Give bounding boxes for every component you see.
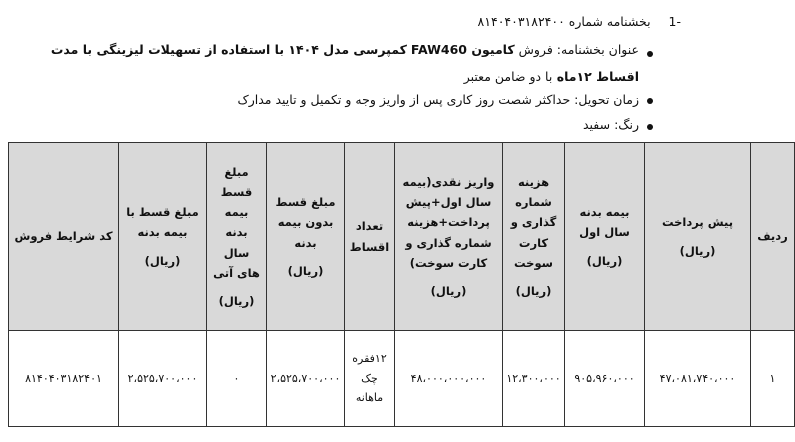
color-line: رنگ: سفید xyxy=(582,117,639,132)
header-line: مبلغ قسط xyxy=(275,195,336,210)
subject-label: عنوان بخشنامه: xyxy=(556,42,639,57)
bullet-icon xyxy=(647,124,653,130)
header-line: کد شرایط فروش xyxy=(14,229,113,244)
header-line: کارت سوخت) xyxy=(409,255,488,270)
heading-text: بخشنامه شماره ۸۱۴۰۴۰۳۱۸۲۴۰۰ xyxy=(477,14,651,29)
column-header-5 xyxy=(345,143,395,331)
cell-installments xyxy=(345,331,395,427)
subject-rest: کمپرسی مدل ۱۴۰۴ با استفاده از تسهیلات لیزینگی با مدت xyxy=(50,42,407,57)
table-row xyxy=(9,331,795,427)
header-line: سال xyxy=(223,245,250,260)
header-line: بیمه xyxy=(224,205,249,220)
header-unit: (ریال) xyxy=(679,243,716,258)
bullet-icon xyxy=(647,51,653,57)
cell-insurance-future-years: ۰ xyxy=(207,331,267,427)
header-line: گذاری و xyxy=(510,215,557,230)
cell-installment-no-insurance: ۲،۵۲۵،۷۰۰،۰۰۰ xyxy=(267,331,345,427)
header-line: بدون بیمه xyxy=(277,215,334,230)
cell-prepayment: ۴۷،۰۸۱،۷۴۰،۰۰۰ xyxy=(645,331,751,427)
sales-terms-table xyxy=(8,142,795,427)
subject-line2-rest: با دو ضامن معتبر xyxy=(463,69,553,84)
header-unit: (ریال) xyxy=(287,263,324,278)
header-line: بیمه بدنه xyxy=(579,205,630,220)
header-unit: (ریال) xyxy=(586,253,623,268)
cell-insurance-first-year: ۹۰۵،۹۶۰،۰۰۰ xyxy=(565,331,645,427)
header-line: واریز نقدی(بیمه xyxy=(402,175,495,190)
subject-line2: اقساط ۱۲ماه xyxy=(556,69,639,84)
column-header-2 xyxy=(565,143,645,331)
header-line: ردیف xyxy=(757,229,788,244)
header-line: کارت xyxy=(518,235,549,250)
subject-line xyxy=(51,42,639,57)
header-line: قسط xyxy=(220,185,253,200)
subject-bold: کامیون FAW460 xyxy=(410,42,515,57)
installments-line-2: چک xyxy=(361,371,378,385)
column-header-4 xyxy=(395,143,503,331)
header-line: مبلغ xyxy=(224,165,249,180)
bullet-icon xyxy=(647,98,653,104)
header-unit: (ریال) xyxy=(144,253,181,268)
subject-line-2 xyxy=(464,69,639,84)
header-line: شماره گذاری و xyxy=(405,235,492,250)
header-line: پیش پرداخت xyxy=(661,215,734,230)
column-header-9 xyxy=(9,143,119,331)
delivery-line: زمان تحویل: حداکثر شصت روز کاری پس از واریز وجه و تکمیل و تایید مدارک xyxy=(237,92,639,107)
column-header-8 xyxy=(119,143,207,331)
header-line: تعداد xyxy=(355,219,384,234)
cell-plate-fuel-card: ۱۲،۳۰۰،۰۰۰ xyxy=(503,331,565,427)
header-line: شماره xyxy=(515,195,552,210)
circular-heading xyxy=(478,14,681,29)
installments-line-3: ماهانه xyxy=(355,391,384,405)
table-header-row xyxy=(9,143,795,331)
column-header-3 xyxy=(503,143,565,331)
header-unit: (ریال) xyxy=(515,283,552,298)
column-header-1 xyxy=(645,143,751,331)
column-header-7 xyxy=(207,143,267,331)
cell-installment-with-insurance: ۲،۵۲۵،۷۰۰،۰۰۰ xyxy=(119,331,207,427)
column-header-0 xyxy=(751,143,795,331)
header-line: بدنه xyxy=(294,235,317,250)
header-line: پرداخت+هزینه xyxy=(407,215,490,230)
header-unit: (ریال) xyxy=(430,283,467,298)
cell-cash-deposit: ۴۸،۰۰۰،۰۰۰،۰۰۰ xyxy=(395,331,503,427)
header-line: سال اول xyxy=(579,225,630,240)
header-line: سال اول+پیش xyxy=(405,195,492,210)
header-line: مبلغ قسط با xyxy=(126,205,199,220)
header-line: های آتی xyxy=(213,265,260,280)
heading-number: -1 xyxy=(668,14,681,29)
cell-index: ۱ xyxy=(751,331,795,427)
header-line: اقساط xyxy=(349,239,390,254)
cell-sale-code: ۸۱۴۰۴۰۳۱۸۲۴۰۱ xyxy=(9,331,119,427)
subject-prefix: فروش xyxy=(518,42,553,57)
header-unit: (ریال) xyxy=(218,293,255,308)
column-header-6 xyxy=(267,143,345,331)
header-line: هزینه xyxy=(517,175,550,190)
installments-line-1: ۱۲فقره xyxy=(352,351,387,365)
header-line: بدنه xyxy=(225,225,248,240)
header-line: بیمه بدنه xyxy=(137,225,188,240)
header-line: سوخت xyxy=(514,255,553,270)
